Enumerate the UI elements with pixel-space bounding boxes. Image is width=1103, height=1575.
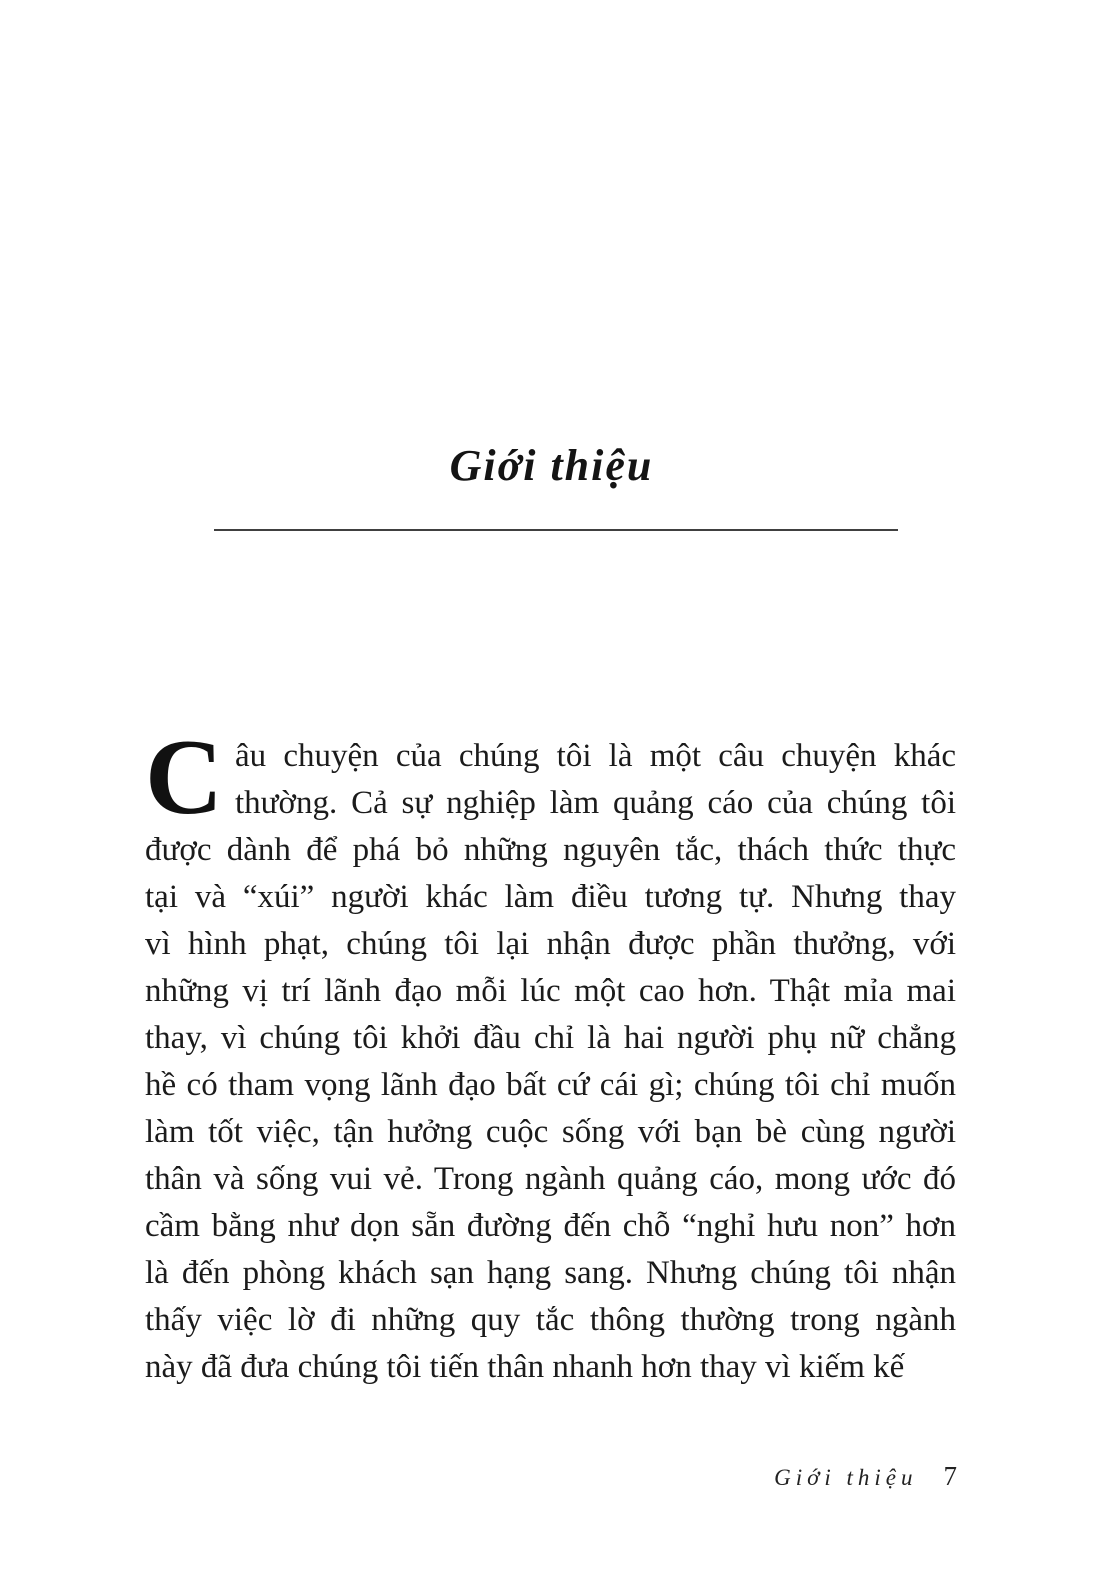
body-line: này đã đưa chúng tôi tiến thân nhanh hơn thay vì kiếm kế — [145, 1349, 905, 1385]
body-line: hề có tham vọng lãnh đạo bất cứ cái gì; chúng tôi chỉ muốn — [145, 1067, 956, 1103]
body-line: làm tốt việc, tận hưởng cuộc sống với bạn bè cùng người — [145, 1114, 956, 1150]
body-line: được dành để phá bỏ những nguyên tắc, thách thức thực — [145, 832, 956, 868]
body-line: thấy việc lờ đi những quy tắc thông thường trong ngành — [145, 1302, 956, 1338]
body-line: thân và sống vui vẻ. Trong ngành quảng cáo, mong ước đó — [145, 1161, 956, 1197]
body-line: cầm bằng như dọn sẵn đường đến chỗ “nghỉ hưu non” hơn — [145, 1208, 956, 1244]
footer-chapter-label: Giới thiệu — [774, 1465, 918, 1490]
title-divider-rule — [214, 529, 898, 531]
body-line: thay, vì chúng tôi khởi đầu chỉ là hai người phụ nữ chẳng — [145, 1020, 956, 1056]
body-line: tại và “xúi” người khác làm điều tương tự. Nhưng thay — [145, 879, 956, 915]
body-line: là đến phòng khách sạn hạng sang. Nhưng chúng tôi nhận — [145, 1255, 956, 1291]
running-footer — [774, 1461, 957, 1492]
body-line: vì hình phạt, chúng tôi lại nhận được phần thưởng, với — [145, 926, 956, 962]
chapter-title: Giới thiệu — [449, 441, 654, 490]
drop-cap: C — [145, 718, 223, 837]
body-line: những vị trí lãnh đạo mỗi lúc một cao hơn. Thật mỉa mai — [145, 973, 956, 1009]
body-paragraph — [145, 718, 956, 1391]
footer-page-number: 7 — [943, 1461, 957, 1491]
body-line: thường. Cả sự nghiệp làm quảng cáo của chúng tôi — [235, 785, 956, 821]
body-line: âu chuyện của chúng tôi là một câu chuyện khác — [235, 738, 956, 774]
